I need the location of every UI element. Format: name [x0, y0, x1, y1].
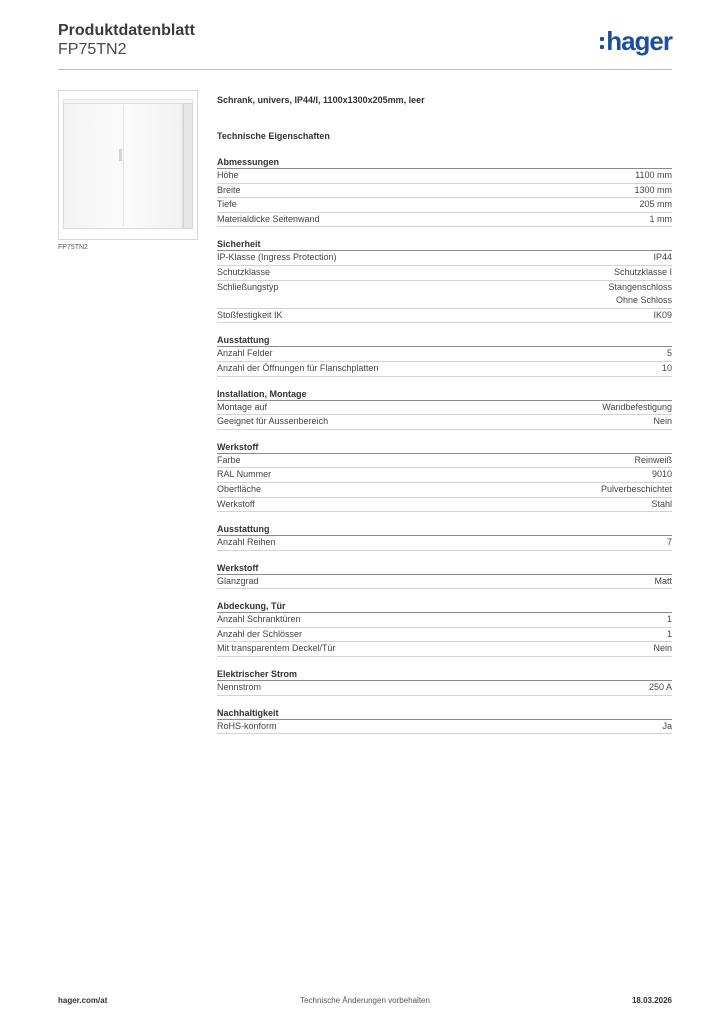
property-value: Matt [654, 575, 672, 586]
property-label: Anzahl der Öffnungen für Flanschplatten [217, 362, 379, 373]
property-label: Schutzklasse [217, 266, 271, 277]
logo-dots-icon [600, 37, 604, 49]
image-caption: FP75TN2 [58, 244, 88, 251]
property-value: 1 [666, 614, 672, 625]
property-label: Breite [217, 184, 241, 195]
property-value: 10 [661, 362, 672, 373]
property-label: Montage auf [217, 401, 268, 412]
group-title: Ausstattung [217, 523, 672, 536]
property-group [217, 562, 672, 590]
property-row [217, 213, 672, 228]
footer-date: 18.03.2026 [631, 996, 672, 1005]
property-row [217, 483, 672, 498]
property-label: Werkstoff [217, 498, 255, 509]
property-label: Mit transparentem Deckel/Tür [217, 643, 336, 654]
cabinet-handle-icon [119, 149, 122, 161]
property-group [217, 600, 672, 657]
property-row [217, 613, 672, 628]
property-row [217, 575, 672, 590]
property-row [217, 266, 672, 281]
property-row [217, 628, 672, 643]
property-label: Materialdicke Seitenwand [217, 213, 320, 224]
property-value: Schutzklasse I [613, 266, 672, 277]
section-heading: Technische Eigenschaften [217, 131, 330, 141]
property-row [217, 642, 672, 657]
property-label: RoHS-konform [217, 720, 277, 731]
property-group [217, 238, 672, 323]
property-label: Stoßfestigkeit IK [217, 309, 283, 320]
property-row [217, 309, 672, 324]
property-value: 1 [666, 628, 672, 639]
property-row [217, 198, 672, 213]
property-value: 1100 mm [635, 170, 672, 180]
property-group [217, 156, 672, 227]
property-row [217, 468, 672, 483]
property-row [217, 536, 672, 551]
group-title: Ausstattung [217, 334, 672, 347]
property-label: Farbe [217, 454, 241, 465]
property-label: Anzahl Schranktüren [217, 614, 301, 625]
cabinet-side [183, 103, 193, 229]
property-value: IP44 [653, 252, 672, 263]
property-label: Anzahl der Schlösser [217, 628, 303, 639]
property-row [217, 720, 672, 735]
page-header [58, 22, 672, 70]
property-row [217, 454, 672, 469]
property-row [217, 498, 672, 513]
property-value: 9010 [651, 469, 672, 480]
property-row [217, 281, 672, 309]
property-label: Anzahl Felder [217, 348, 273, 359]
property-row [217, 347, 672, 362]
property-row [217, 401, 672, 416]
footer-website[interactable]: hager.com/at [58, 996, 108, 1005]
property-group [217, 707, 672, 735]
property-row [217, 362, 672, 377]
property-value: Nein [653, 416, 672, 427]
group-title: Sicherheit [217, 238, 672, 251]
group-title: Nachhaltigkeit [217, 707, 672, 720]
property-value: 250 A [648, 682, 672, 693]
logo-wordmark: hager [606, 26, 672, 56]
cabinet-door-split [123, 105, 124, 227]
group-title: Installation, Montage [217, 388, 672, 401]
property-row [217, 251, 672, 266]
product-description: Schrank, univers, IP44/I, 1100x1300x205mm, leer [217, 95, 425, 105]
group-title: Elektrischer Strom [217, 668, 672, 681]
property-value: Stahl [651, 498, 672, 509]
property-value: 5 [666, 348, 672, 359]
product-code: FP75TN2 [58, 41, 127, 58]
property-value: Nein [653, 643, 672, 654]
property-value: Wandbefestigung [602, 401, 672, 412]
property-label: Anzahl Reihen [217, 537, 276, 548]
property-label: Glanzgrad [217, 575, 259, 586]
property-value: IK09 [653, 309, 672, 320]
footer-note: Technische Änderungen vorbehalten [300, 996, 430, 1005]
property-row [217, 415, 672, 430]
property-label: Höhe [217, 170, 239, 180]
datasheet-content [217, 95, 672, 734]
property-value: 1300 mm [634, 184, 672, 195]
property-group [217, 441, 672, 512]
property-value: 1 mm [649, 213, 672, 224]
property-label: Oberfläche [217, 483, 262, 494]
property-value: 7 [666, 537, 672, 548]
property-label: Tiefe [217, 199, 237, 210]
property-group [217, 388, 672, 430]
hager-logo [600, 28, 672, 58]
group-title: Abdeckung, Tür [217, 600, 672, 613]
property-value: Ja [662, 720, 672, 731]
property-label: IP-Klasse (Ingress Protection) [217, 252, 337, 263]
property-label: Geeignet für Aussenbereich [217, 416, 329, 427]
property-value: 205 mm [639, 199, 672, 210]
property-row [217, 681, 672, 696]
document-title: Produktdatenblatt [58, 22, 195, 39]
property-group [217, 668, 672, 696]
property-label: Schließungstyp [217, 281, 279, 292]
page-footer [58, 996, 672, 1008]
property-label: Nennstrom [217, 682, 262, 693]
group-title: Abmessungen [217, 156, 672, 169]
property-value: Reinweiß [634, 454, 672, 465]
property-value: Stangenschloss Ohne Schloss [608, 281, 672, 306]
property-label: RAL Nummer [217, 469, 272, 480]
property-value: Pulverbeschichtet [600, 483, 672, 494]
property-group [217, 523, 672, 551]
property-row [217, 169, 672, 184]
group-title: Werkstoff [217, 562, 672, 575]
group-title: Werkstoff [217, 441, 672, 454]
product-image [58, 90, 198, 240]
property-groups [217, 156, 672, 734]
property-group [217, 334, 672, 376]
property-row [217, 184, 672, 199]
